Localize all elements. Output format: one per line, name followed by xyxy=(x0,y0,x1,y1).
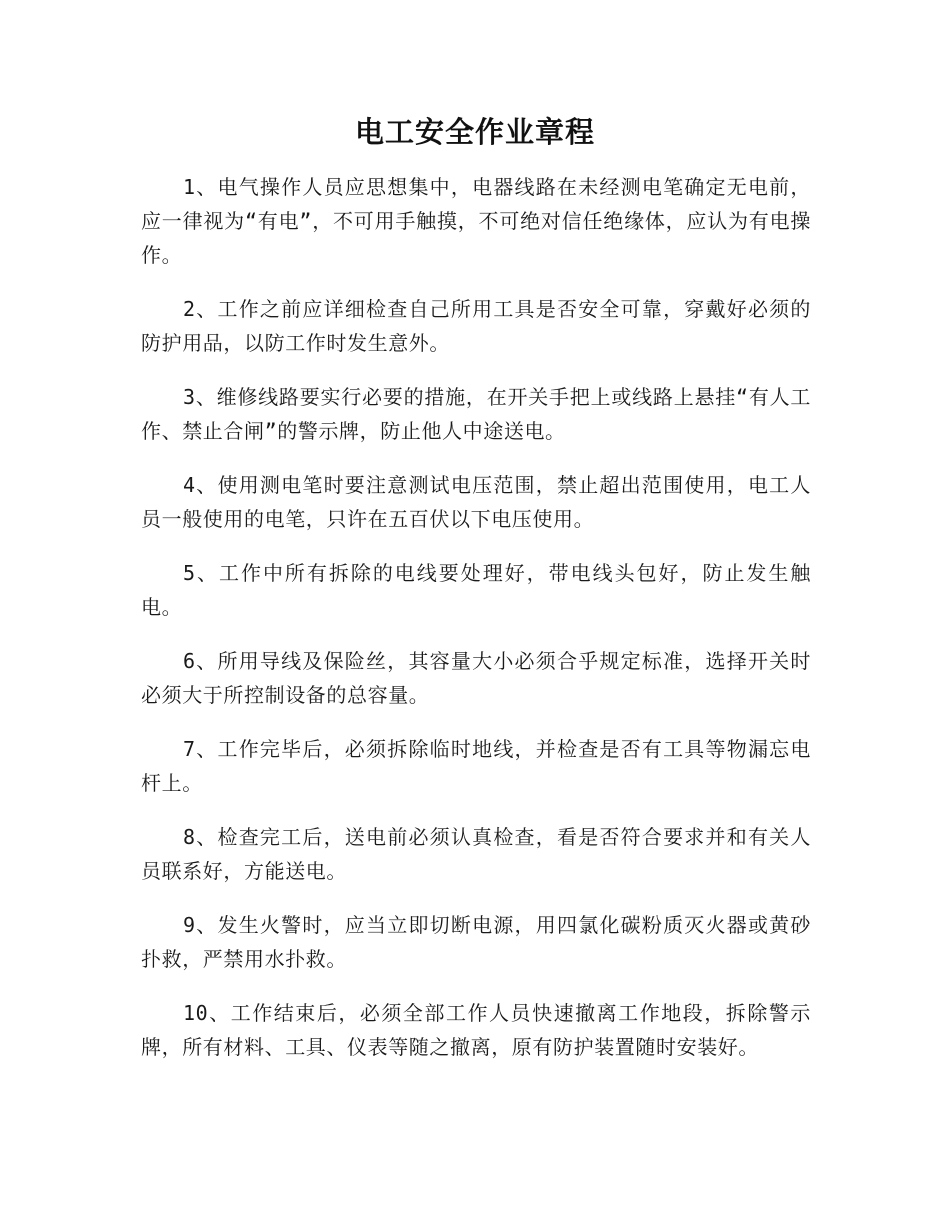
paragraph-7: 7、工作完毕后，必须拆除临时地线，并检查是否有工具等物漏忘电杆上。 xyxy=(141,737,811,795)
paragraph-2: 2、工作之前应详细检查自己所用工具是否安全可靠，穿戴好必须的防护用品，以防工作时发生意外。 xyxy=(141,297,811,355)
paragraph-9: 9、发生火警时，应当立即切断电源，用四氯化碳粉质灭火器或黄砂扑救，严禁用水扑救。 xyxy=(141,913,811,971)
document-title: 电工安全作业章程 xyxy=(354,115,595,149)
paragraph-5: 5、工作中所有拆除的电线要处理好，带电线头包好，防止发生触电。 xyxy=(141,561,811,619)
paragraph-1: 1、电气操作人员应思想集中，电器线路在未经测电笔确定无电前，应一律视为“有电”，不可用手触摸，不可绝对信任绝缘体，应认为有电操作。 xyxy=(141,175,811,267)
document-body xyxy=(141,170,811,1084)
paragraph-4: 4、使用测电笔时要注意测试电压范围，禁止超出范围使用，电工人员一般使用的电笔，只许在五百伏以下电压使用。 xyxy=(141,473,811,531)
paragraph-3: 3、维修线路要实行必要的措施，在开关手把上或线路上悬挂“有人工作、禁止合闸”的警示牌，防止他人中途送电。 xyxy=(141,385,811,443)
paragraph-8: 8、检查完工后，送电前必须认真检查，看是否符合要求并和有关人员联系好，方能送电。 xyxy=(141,825,811,883)
paragraph-6: 6、所用导线及保险丝，其容量大小必须合乎规定标准，选择开关时必须大于所控制设备的总容量。 xyxy=(141,649,811,707)
paragraph-10: 10、工作结束后，必须全部工作人员快速撤离工作地段，拆除警示牌，所有材料、工具、仪表等随之撤离，原有防护装置随时安装好。 xyxy=(141,1001,811,1059)
